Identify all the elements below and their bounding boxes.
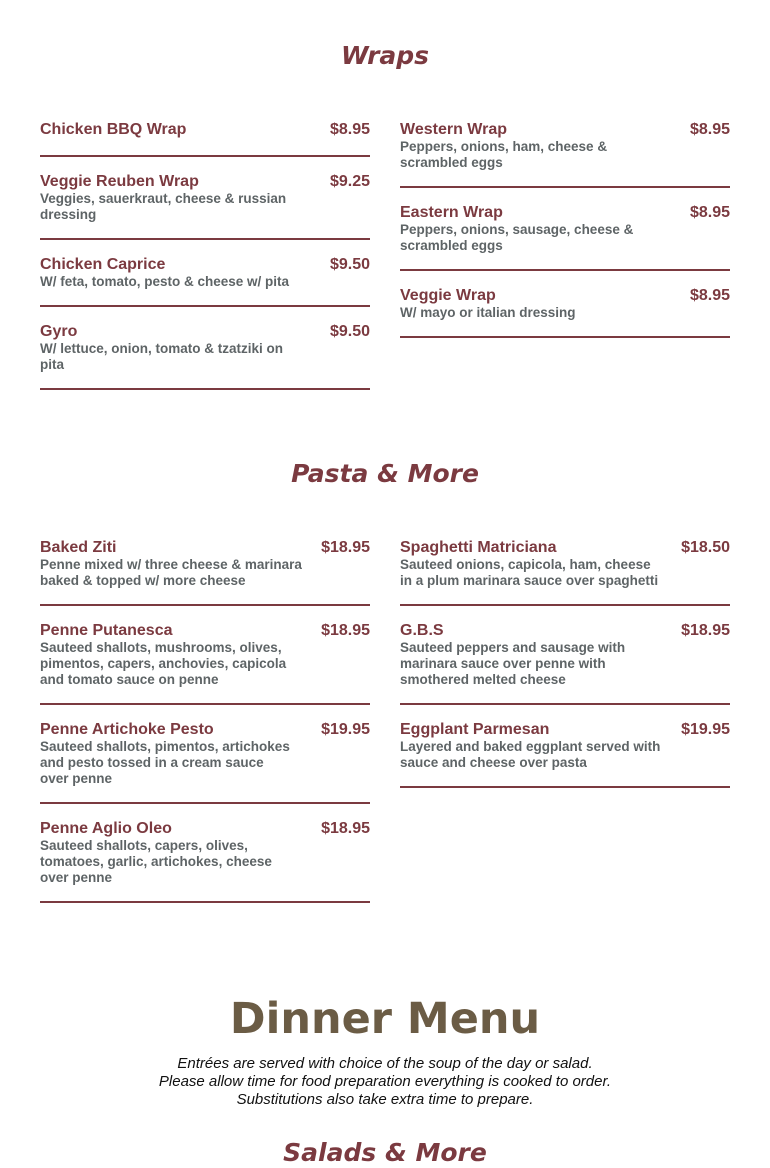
- item-price: $18.95: [321, 539, 370, 556]
- item-description: Sauteed onions, capicola, ham, cheese in a plum marinara sauce over spaghetti: [400, 557, 659, 588]
- item-name: Eastern Wrap: [400, 204, 503, 221]
- item-price: $18.95: [321, 622, 370, 639]
- menu-item: [400, 204, 730, 271]
- item-name: Spaghetti Matriciana: [400, 539, 557, 556]
- item-price: $19.95: [681, 721, 730, 738]
- menu-item: [40, 256, 370, 307]
- menu-item: [40, 173, 370, 240]
- item-description: Sauteed shallots, mushrooms, olives, pimentos, capers, anchovies, capicola and tomato sauce on penne: [40, 640, 287, 687]
- item-name: Veggie Wrap: [400, 287, 496, 304]
- item-name: Penne Putanesca: [40, 622, 173, 639]
- item-price: $8.95: [329, 121, 370, 138]
- pasta-left-column: [40, 539, 370, 919]
- item-description: Veggies, sauerkraut, cheese & russian dressing: [40, 191, 287, 222]
- menu-item: [400, 539, 730, 606]
- item-description: W/ mayo or italian dressing: [400, 305, 576, 320]
- item-description: Peppers, onions, ham, cheese & scrambled eggs: [400, 139, 608, 170]
- item-name: Chicken Caprice: [40, 256, 166, 273]
- item-description: Sauteed shallots, pimentos, artichokes and pesto tossed in a cream sauce over penne: [40, 739, 290, 786]
- item-description: Penne mixed w/ three cheese & marinara baked & topped w/ more cheese: [40, 557, 302, 588]
- menu-item: [400, 121, 730, 188]
- item-name: Penne Artichoke Pesto: [40, 721, 214, 738]
- dinner-notes: [0, 1055, 770, 1109]
- dinner-note-line: Please allow time for food preparation everything is cooked to order.: [158, 1073, 612, 1090]
- item-price: $9.50: [329, 256, 370, 273]
- salads-section-title: Salads & More: [283, 1138, 487, 1167]
- item-description: Layered and baked eggplant served with sauce and cheese over pasta: [400, 739, 661, 770]
- item-name: G.B.S: [400, 622, 444, 639]
- item-price: $18.95: [681, 622, 730, 639]
- menu-item: [400, 721, 730, 788]
- item-name: Veggie Reuben Wrap: [40, 173, 199, 190]
- item-price: $8.95: [689, 287, 730, 304]
- item-price: $18.95: [321, 820, 370, 837]
- item-price: $19.95: [321, 721, 370, 738]
- item-description: Sauteed shallots, capers, olives, tomatoes, garlic, artichokes, cheese over penne: [40, 838, 272, 885]
- item-description: W/ lettuce, onion, tomato & tzatziki on pita: [40, 341, 283, 372]
- dinner-note-line: Entrées are served with choice of the soup of the day or salad.: [177, 1055, 593, 1072]
- item-name: Eggplant Parmesan: [400, 721, 550, 738]
- menu-item: [40, 820, 370, 903]
- menu-item: [40, 539, 370, 606]
- item-name: Gyro: [40, 323, 78, 340]
- menu-item: [400, 622, 730, 705]
- wraps-right-column: [400, 121, 730, 354]
- item-price: $8.95: [689, 121, 730, 138]
- pasta-right-column: [400, 539, 730, 804]
- item-name: Chicken BBQ Wrap: [40, 121, 187, 138]
- dinner-note-line: Substitutions also take extra time to prepare.: [236, 1091, 534, 1108]
- wraps-left-column: [40, 121, 370, 406]
- item-name: Western Wrap: [400, 121, 507, 138]
- wraps-section-title: Wraps: [340, 41, 430, 70]
- item-description: Peppers, onions, sausage, cheese & scrambled eggs: [400, 222, 634, 253]
- item-price: $9.25: [329, 173, 370, 190]
- menu-item: [40, 121, 370, 157]
- item-price: $18.50: [681, 539, 730, 556]
- item-name: Baked Ziti: [40, 539, 117, 556]
- menu-item: [40, 622, 370, 705]
- menu-item: [400, 287, 730, 338]
- item-description: Sauteed peppers and sausage with marinara sauce over penne with smothered melted cheese: [400, 640, 626, 687]
- item-name: Penne Aglio Oleo: [40, 820, 172, 837]
- item-description: W/ feta, tomato, pesto & cheese w/ pita: [40, 274, 290, 289]
- dinner-menu-title: Dinner Menu: [229, 994, 541, 1044]
- item-price: $9.50: [329, 323, 370, 340]
- pasta-section-title: Pasta & More: [291, 459, 479, 488]
- item-price: $8.95: [689, 204, 730, 221]
- menu-item: [40, 721, 370, 804]
- menu-item: [40, 323, 370, 390]
